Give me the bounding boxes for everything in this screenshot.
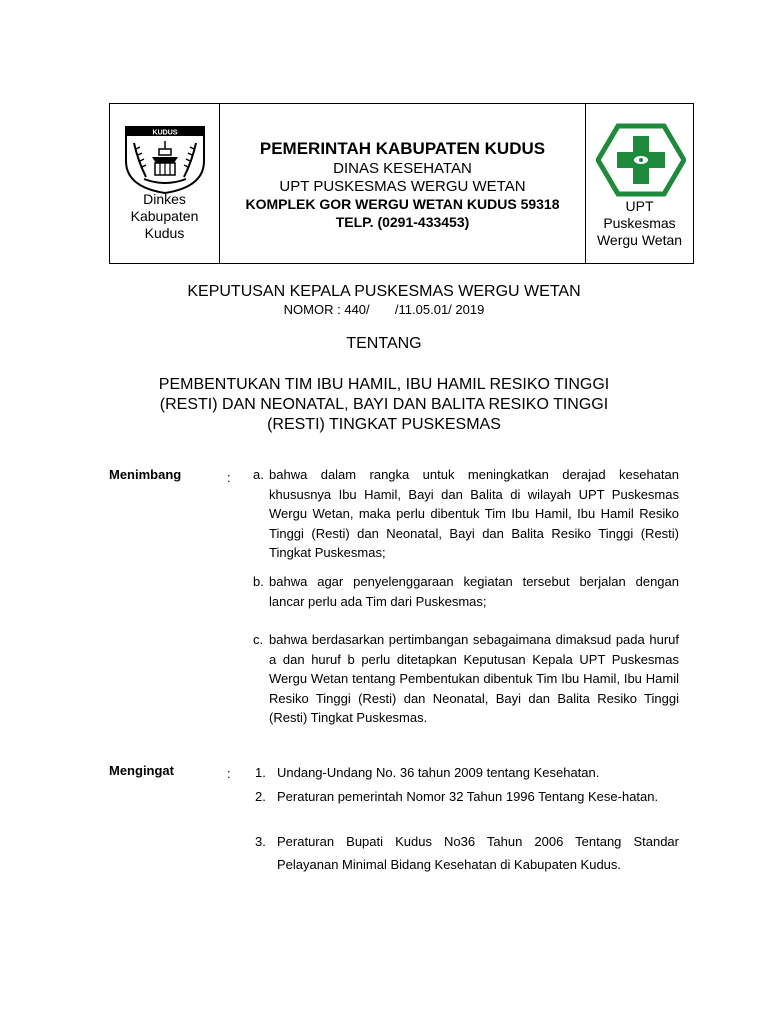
decree-about-heading: TENTANG [346,335,422,352]
letterhead-right-cell [585,104,693,263]
letterhead-phone: TELP. (0291-433453) [335,214,470,230]
decree-subject-line-3: (RESTI) TINGKAT PUSKESMAS [267,416,501,433]
mengingat-colon: : [227,766,231,781]
letterhead-left-cell [110,104,220,263]
kudus-regency-emblem-icon [122,121,208,195]
letterhead-department: DINAS KESEHATAN [333,160,472,177]
mengingat-label: Mengingat [109,763,174,778]
decree-subject-line-2: (RESTI) DAN NEONATAL, BAYI DAN BALITA RESIKO TINGGI [159,396,609,413]
mengingat-item-1-number: 1. [255,765,266,780]
menimbang-item-a-letter: a. [253,467,264,482]
menimbang-colon: : [227,470,231,485]
mengingat-item-3-text: Peraturan Bupati Kudus No36 Tahun 2006 Tentang Standar Pelayanan Minimal Bidang Kesehatan di Kabupaten Kudus. [277,834,679,872]
menimbang-item-b-text: bahwa agar penyelenggaraan kegiatan tersebut berjalan dengan lancar perlu ada Tim dari Puskesmas; [269,574,679,609]
menimbang-item-b-letter: b. [253,574,264,589]
left-caption-line-3: Kudus [144,225,185,241]
decree-number: NOMOR : 440/ /11.05.01/ 2019 [283,302,485,317]
menimbang-item-c-letter: c. [253,632,264,647]
letterhead [109,103,694,264]
mengingat-item-2-number: 2. [255,789,266,804]
decree-subject [0,375,768,435]
right-caption-line-3: Wergu Wetan [596,232,683,248]
menimbang-item-a-text: bahwa dalam rangka untuk meningkatkan derajad kesehatan khususnya Ibu Hamil, Bayi dan Balita di wilayah UPT Puskesmas Wergu Wetan, maka perlu dibentuk Tim Ibu Hamil, Ibu Hamil Resiko Tinggi (Resti) dan Neonatal, Bayi dan Balita Resiko Tinggi (Resti) Tingkat Puskesmas; [269,467,679,560]
mengingat-item-2-text: Peraturan pemerintah Nomor 32 Tahun 1996 Tentang Kese-hatan. [277,789,659,804]
mengingat-item-3-number: 3. [255,834,266,849]
right-caption-line-2: Puskesmas [603,215,676,231]
left-caption-line-2: Kabupaten [130,208,199,224]
decree-title: KEPUTUSAN KEPALA PUSKESMAS WERGU WETAN [187,283,581,300]
left-caption-line-1: Dinkes [143,191,186,207]
letterhead-unit: UPT PUSKESMAS WERGU WETAN [279,178,526,195]
svg-text:KUDUS: KUDUS [152,129,178,137]
letterhead-title: PEMERINTAH KABUPATEN KUDUS [259,139,546,158]
menimbang-item-c-text: bahwa berdasarkan pertimbangan sebagaimana dimaksud pada huruf a dan huruf b perlu ditetapkan Keputusan Kepala UPT Puskesmas Wergu Wetan tentang Pembentukan dibentuk Tim Ibu Hamil, Ibu Hamil Resiko Tinggi (Resti) dan Neonatal, Bayi dan Balita Resiko Tinggi (Resti) Tingkat Puskesmas. [269,632,679,725]
letterhead-center-cell [220,104,585,263]
puskesmas-cross-logo-icon [596,122,686,198]
right-caption-line-1: UPT [625,198,654,214]
mengingat-item-1-text: Undang-Undang No. 36 tahun 2009 tentang Kesehatan. [277,765,600,780]
decree-subject-line-1: PEMBENTUKAN TIM IBU HAMIL, IBU HAMIL RESIKO TINGGI [158,376,610,393]
menimbang-label: Menimbang [109,467,182,482]
letterhead-address: KOMPLEK GOR WERGU WETAN KUDUS 59318 [245,196,560,212]
